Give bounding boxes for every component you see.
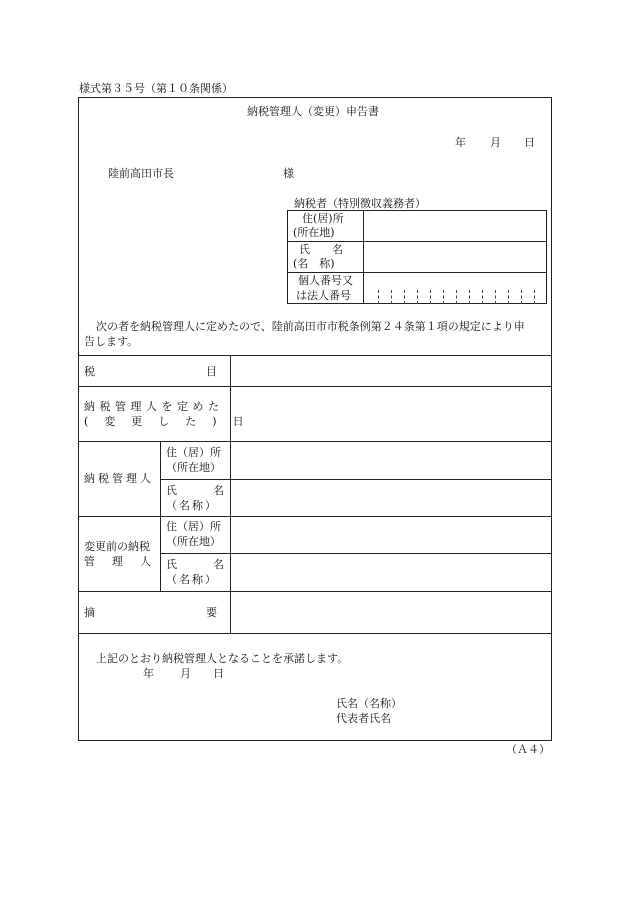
date-month: 月 <box>490 136 501 149</box>
manager-address-label-2: （所在地） <box>166 461 221 474</box>
statement-line-1: 次の者を納税管理人に定めたので、陸前高田市市税条例第２４条第１項の規定により申 <box>96 320 525 333</box>
summary-label-text: 摘要 <box>84 606 328 619</box>
tax-item-label <box>84 365 328 378</box>
summary-field[interactable] <box>234 594 548 631</box>
previous-manager-label-2: 管理人 <box>84 555 168 568</box>
acceptance-name-label: 氏名（名称） <box>336 697 402 710</box>
taxpayer-heading: 納税者（特別徴収義務者） <box>294 197 426 210</box>
acceptance-rep-label: 代表者氏名 <box>336 712 391 725</box>
form-number: 様式第３５号（第１０条関係） <box>79 82 233 95</box>
taxpayer-address-label-1: 住(居)所 <box>302 212 344 225</box>
summary-label <box>84 606 328 619</box>
manager-name-label-2: （名称） <box>166 499 218 512</box>
date-day: 日 <box>524 136 535 149</box>
acceptance-text: 上記のとおり納税管理人となることを承諾します。 <box>96 652 349 665</box>
previous-name-field[interactable] <box>234 556 548 589</box>
manager-name-label-1: 氏名 <box>166 484 260 497</box>
paper-size-note: （Ａ４） <box>506 743 550 756</box>
date-set-field[interactable] <box>234 389 548 439</box>
taxpayer-number-label-2: は法人番号 <box>296 289 351 302</box>
acceptance-day: 日 <box>213 667 224 680</box>
taxpayer-number-label-1: 個人番号又 <box>298 274 353 287</box>
page-title: 納税管理人（変更）申告書 <box>247 105 379 118</box>
taxpayer-number-field[interactable] <box>366 276 544 302</box>
acceptance-year: 年 <box>143 667 154 680</box>
manager-name-field[interactable] <box>234 482 548 514</box>
taxpayer-name-label-1: 氏 名 <box>299 243 343 256</box>
previous-name-label-1: 氏名 <box>166 558 260 571</box>
addressee-name: 陸前高田市長 <box>108 167 174 180</box>
date-set-label-2: (変更した)日 <box>84 415 260 428</box>
taxpayer-name-field[interactable] <box>368 244 543 268</box>
previous-address-label-2: （所在地） <box>166 535 221 548</box>
date-set-label-1: 納税管理人を定めた <box>84 400 224 413</box>
previous-manager-label-1: 変更前の納税 <box>84 540 150 553</box>
manager-address-field[interactable] <box>234 444 548 477</box>
statement-line-2: 告します。 <box>84 335 139 348</box>
manager-address-label-1: 住（居）所 <box>166 446 221 459</box>
taxpayer-name-label-2: (名 称) <box>293 257 335 270</box>
addressee-honorific: 様 <box>283 167 294 180</box>
previous-address-label-1: 住（居）所 <box>166 520 221 533</box>
previous-address-field[interactable] <box>234 519 548 551</box>
acceptance-signature-field[interactable] <box>410 695 546 727</box>
acceptance-month: 月 <box>180 667 191 680</box>
date-year: 年 <box>455 136 466 149</box>
taxpayer-address-field[interactable] <box>368 213 543 237</box>
manager-label: 納税管理人 <box>84 472 154 485</box>
tax-item-label-text: 税目 <box>84 365 328 378</box>
tax-item-field[interactable] <box>234 358 548 384</box>
previous-name-label-2: （名称） <box>166 573 218 586</box>
taxpayer-address-label-2: (所在地) <box>293 226 335 239</box>
